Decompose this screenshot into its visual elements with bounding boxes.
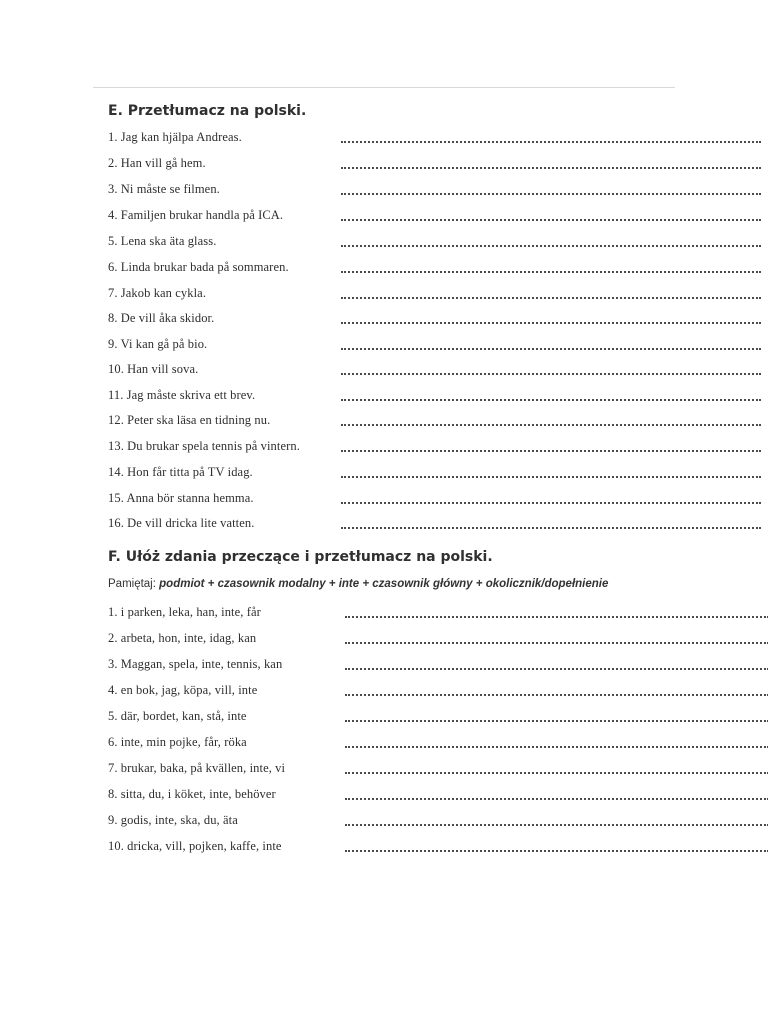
sentence-text: 15. Anna bör stanna hemma. <box>108 491 254 505</box>
grammar-reminder <box>108 578 608 590</box>
sentence-text: 7. brukar, baka, på kvällen, inte, vi <box>108 761 286 775</box>
sentence-text: 4. en bok, jag, köpa, vill, inte <box>108 683 258 697</box>
answer-line[interactable] <box>341 297 761 299</box>
sentence-text: 11. Jag måste skriva ett brev. <box>108 388 256 402</box>
answer-line[interactable] <box>345 642 768 644</box>
answer-line[interactable] <box>345 668 768 670</box>
answer-line[interactable] <box>341 348 761 350</box>
sentence-text: 3. Ni måste se filmen. <box>108 182 220 196</box>
sentence-text: 5. där, bordet, kan, stå, inte <box>108 709 247 723</box>
sentence-text: 9. Vi kan gå på bio. <box>108 337 208 351</box>
answer-line[interactable] <box>345 720 768 722</box>
top-divider <box>93 87 675 88</box>
answer-line[interactable] <box>341 141 761 143</box>
answer-line[interactable] <box>345 772 768 774</box>
sentence-text: 3. Maggan, spela, inte, tennis, kan <box>108 657 283 671</box>
answer-line[interactable] <box>341 271 761 273</box>
sentence-text: 10. dricka, vill, pojken, kaffe, inte <box>108 839 282 853</box>
sentence-text: 1. Jag kan hjälpa Andreas. <box>108 130 242 144</box>
sentence-text: 7. Jakob kan cykla. <box>108 286 207 300</box>
answer-line[interactable] <box>341 322 761 324</box>
answer-line[interactable] <box>341 450 761 452</box>
answer-line[interactable] <box>341 373 761 375</box>
answer-line[interactable] <box>341 424 761 426</box>
sentence-text: 6. Linda brukar bada på sommaren. <box>108 260 289 274</box>
sentence-text: 2. Han vill gå hem. <box>108 156 206 170</box>
sentence-text: 8. sitta, du, i köket, inte, behöver <box>108 787 276 801</box>
answer-line[interactable] <box>341 219 761 221</box>
answer-line[interactable] <box>345 850 768 852</box>
sentence-text: 13. Du brukar spela tennis på vintern. <box>108 439 300 453</box>
section-f-heading: F. Ułóż zdania przeczące i przetłumacz na polski. <box>108 549 493 565</box>
answer-line[interactable] <box>345 824 768 826</box>
answer-line[interactable] <box>341 527 761 529</box>
answer-line[interactable] <box>345 694 768 696</box>
sentence-text: 1. i parken, leka, han, inte, får <box>108 605 261 619</box>
sentence-text: 14. Hon får titta på TV idag. <box>108 465 253 479</box>
reminder-label: Pamiętaj: <box>108 578 156 590</box>
sentence-text: 2. arbeta, hon, inte, idag, kan <box>108 631 257 645</box>
answer-line[interactable] <box>341 167 761 169</box>
sentence-text: 9. godis, inte, ska, du, äta <box>108 813 238 827</box>
answer-line[interactable] <box>341 193 761 195</box>
answer-line[interactable] <box>341 245 761 247</box>
answer-line[interactable] <box>345 798 768 800</box>
answer-line[interactable] <box>345 616 768 618</box>
answer-line[interactable] <box>341 476 761 478</box>
answer-line[interactable] <box>341 399 761 401</box>
sentence-text: 12. Peter ska läsa en tidning nu. <box>108 413 271 427</box>
reminder-formula: podmiot + czasownik modalny + inte + czasownik główny + okolicznik/dopełnienie <box>159 578 609 590</box>
answer-line[interactable] <box>345 746 768 748</box>
sentence-text: 6. inte, min pojke, får, röka <box>108 735 247 749</box>
section-e-heading: E. Przetłumacz na polski. <box>108 103 307 119</box>
sentence-text: 10. Han vill sova. <box>108 362 199 376</box>
sentence-text: 4. Familjen brukar handla på ICA. <box>108 208 284 222</box>
sentence-text: 5. Lena ska äta glass. <box>108 234 217 248</box>
answer-line[interactable] <box>341 502 761 504</box>
sentence-text: 8. De vill åka skidor. <box>108 311 215 325</box>
sentence-text: 16. De vill dricka lite vatten. <box>108 516 255 530</box>
